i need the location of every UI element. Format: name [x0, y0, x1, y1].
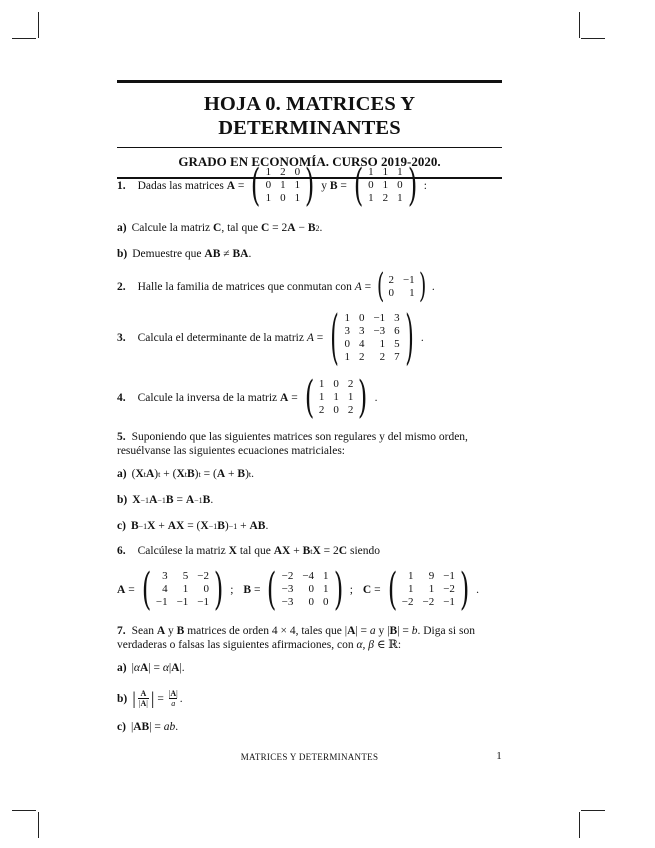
matrix-cell: 0	[333, 378, 339, 390]
matrix-cell: 0	[344, 338, 350, 350]
exercise-7c: c) | AB | = ab .	[117, 721, 179, 733]
exercise-7: 7. Sean A y B matrices de orden 4 × 4, tales que |A| = a y |B| = b. Diga si son verdaderas o falsas las siguientes afirmaciones, con α, β ∈ ℝ:	[117, 625, 475, 651]
matrix-C: ( 1 9 −1 1 1 −2 −2 −2 −1 )	[387, 563, 470, 615]
exercise-3: 3. Calcula el determinante de la matriz A = ( 1 0 −1 3 3 3 −3 6 0 4 1 5 1 2 2 7 ) .	[117, 303, 424, 373]
exercise-5b: b) X −1 A −1 B = A −1 B .	[117, 494, 214, 506]
exercise-6: 6. Calcúlese la matriz X tal que AX + B t X = 2 C siendo	[117, 545, 380, 557]
exercise-text: matrices de orden 4 × 4, tales que	[187, 625, 342, 637]
matrix-cell: 6	[394, 325, 400, 337]
matrix-cell: 2	[347, 404, 354, 416]
exercise-5	[117, 430, 517, 458]
item-label: c)	[117, 721, 126, 733]
exercise-text: Halle la familia de matrices que conmutan con	[137, 280, 352, 293]
exercise-number: 1.	[117, 179, 126, 192]
exercise-text: Sean	[131, 625, 154, 637]
matrix-cell: −2	[422, 596, 435, 608]
matrix-cell: −3	[281, 583, 294, 595]
matrix-cell: 1	[323, 570, 329, 582]
page-number: 1	[496, 750, 502, 762]
exercise-text: Calcule la inversa de la matriz	[137, 391, 278, 404]
math: A	[226, 179, 236, 192]
crop-mark	[581, 38, 605, 39]
matrix-cell: 1	[280, 179, 286, 191]
item-text: , tal que	[221, 222, 259, 234]
matrix-cell: 4	[358, 338, 365, 350]
matrix-cell: 1	[428, 583, 435, 595]
exercise-text: Calcúlese la matriz	[137, 545, 226, 557]
rule	[117, 147, 502, 148]
matrix-cell: 1	[408, 583, 414, 595]
exercise-text: Dadas las matrices	[137, 179, 224, 192]
exercise-2: 2. Halle la familia de matrices que conmutan con A = ( 2 −1 0 1 ) .	[117, 266, 435, 306]
footer-title: MATRICES Y DETERMINANTES	[240, 752, 379, 762]
item-label: b)	[117, 248, 128, 260]
matrix-cell: 1	[294, 179, 301, 191]
matrix-cell: 5	[182, 570, 189, 582]
exercise-5c: c) B −1 X + AX = ( X −1 B ) −1 + AB .	[117, 520, 269, 532]
exercise-4: 4. Calcule la inversa de la matriz A = ( 1 0 2 1 1 1 2 0 2 ) .	[117, 371, 378, 423]
matrix-cell: 2	[388, 273, 394, 286]
matrix-cell: −1	[443, 596, 455, 608]
exercise-number: 2.	[117, 280, 126, 293]
matrix-cell: 1	[265, 192, 272, 204]
crop-mark	[579, 12, 580, 38]
matrix-cell: 1	[344, 351, 350, 363]
item-label: b)	[117, 494, 128, 506]
item-text: Demuestre que	[132, 248, 202, 260]
matrix-A: ( 2 −1 0 1 )	[377, 266, 426, 306]
page-title: HOJA 0. MATRICES Y DETERMINANTES	[203, 93, 416, 139]
exercise-text: . Diga si son verdaderas o falsas las siguientes afirmaciones, con	[117, 625, 475, 651]
matrix-cell: −4	[302, 570, 315, 582]
matrix-cell: −2	[197, 570, 210, 582]
matrix-cell: 3	[358, 325, 365, 337]
matrix-cell: 1	[368, 166, 374, 178]
matrix-cell: −1	[402, 273, 415, 286]
matrix-cell: 1	[397, 166, 403, 178]
matrix-cell: 0	[388, 286, 394, 299]
matrix-cell: 2	[318, 404, 325, 416]
rule	[117, 80, 502, 83]
matrix-cell: 1	[368, 192, 374, 204]
matrix-cell: 3	[162, 570, 168, 582]
page-subtitle: GRADO EN ECONOMÍA. CURSO 2019-2020.	[178, 154, 441, 169]
crop-mark	[12, 810, 36, 811]
exercise-number: 3.	[117, 332, 126, 344]
matrix-cell: 1	[408, 570, 414, 582]
exercise-5a: a) ( X t A ) t + ( X t B ) t = ( A + B ) t .	[117, 468, 255, 480]
matrix-cell: 1	[182, 583, 189, 595]
matrix-cell: 0	[280, 192, 286, 204]
matrix-cell: −3	[373, 325, 386, 337]
matrix-cell: 1	[333, 391, 339, 403]
matrix-cell: 9	[428, 570, 435, 582]
matrix-cell: 0	[265, 179, 272, 191]
exercise-number: 5.	[117, 431, 126, 443]
item-label: a)	[117, 222, 127, 234]
exercise-number: 6.	[117, 545, 126, 557]
matrix-cell: 1	[344, 312, 350, 324]
exercise-text: y	[168, 625, 174, 637]
item-label: a)	[117, 468, 127, 480]
matrix-A: ( 1 2 0 0 1 1 1 0 1 )	[251, 159, 315, 211]
matrix-cell: 2	[358, 351, 365, 363]
matrix-cell: 0	[358, 312, 365, 324]
exercise-6-matrices: A = ( 3 5 −2 4 1 0 −1 −1 −1 ) ; B = ( −2 −4 1 −3 0 1 −3 0 0 ) ; C = ( 1 9 −1 1 1 −2 −2 −2 −1 ) .	[117, 563, 479, 615]
exercise-number: 4.	[117, 391, 126, 404]
matrix-B: ( 1 1 1 0 1 0 1 2 1 )	[353, 159, 417, 211]
matrix-cell: 1	[379, 338, 386, 350]
matrix-cell: 3	[344, 325, 350, 337]
matrix-cell: −3	[281, 596, 294, 608]
crop-mark	[38, 12, 39, 38]
matrix-cell: −1	[197, 596, 210, 608]
matrix-cell: 5	[394, 338, 400, 350]
matrix-cell: 0	[397, 179, 403, 191]
matrix-cell: 1	[409, 286, 415, 299]
exercise-7a: a) | α A | = α | A |.	[117, 662, 185, 674]
crop-mark	[581, 810, 605, 811]
matrix-cell: −1	[443, 570, 455, 582]
item-text: Calcule la matriz	[131, 222, 211, 234]
matrix-cell: 0	[308, 596, 315, 608]
matrix-cell: 2	[280, 166, 286, 178]
matrix-cell: 3	[394, 312, 400, 324]
matrix-B: ( −2 −4 1 −3 0 1 −3 0 0 )	[267, 563, 343, 615]
matrix-cell: −1	[373, 312, 386, 324]
matrix-cell: 1	[397, 192, 403, 204]
matrix-cell: 7	[394, 351, 400, 363]
exercise-1: 1. Dadas las matrices A = ( 1 2 0 0 1 1 1 0 1 ) y B = ( 1 1 1 0 1 0 1 2 1 ) :	[117, 159, 427, 211]
matrix-cell: 4	[162, 583, 168, 595]
exercise-text: Calcula el determinante de la matriz	[137, 332, 304, 344]
matrix-cell: 0	[323, 596, 329, 608]
matrix-cell: 0	[203, 583, 210, 595]
matrix-cell: 1	[318, 378, 325, 390]
item-label: c)	[117, 520, 126, 532]
exercise-text: tal que	[239, 545, 271, 557]
exercise-number: 7.	[117, 625, 126, 637]
crop-mark	[579, 812, 580, 838]
matrix-cell: 0	[333, 404, 339, 416]
matrix-cell: −2	[443, 583, 455, 595]
matrix-cell: 1	[265, 166, 272, 178]
exercise-7b: b) | A |A| | = |A| a .	[117, 688, 183, 708]
matrix-A: ( 1 0 2 1 1 1 2 0 2 )	[304, 371, 368, 423]
exercise-text: Suponiendo que las siguientes matrices son regulares y del mismo orden, resuélvanse las siguientes ecuaciones matriciales:	[117, 431, 468, 457]
matrix-cell: 1	[347, 391, 354, 403]
exercise-1b: b) Demuestre que AB ≠ BA .	[117, 248, 252, 260]
matrix-A: ( 3 5 −2 4 1 0 −1 −1 −1 )	[141, 563, 224, 615]
matrix-cell: 0	[294, 166, 301, 178]
matrix-cell: 2	[382, 192, 389, 204]
matrix-cell: 1	[323, 583, 329, 595]
matrix-cell: −1	[155, 596, 168, 608]
matrix-cell: 2	[347, 378, 354, 390]
matrix-cell: 0	[368, 179, 374, 191]
exercise-1a: a) Calcule la matriz C , tal que C = 2 A − B 2 .	[117, 222, 323, 234]
item-label: a)	[117, 662, 127, 674]
matrix-cell: 1	[382, 166, 389, 178]
matrix-cell: −1	[176, 596, 189, 608]
matrix-cell: 1	[382, 179, 389, 191]
exercise-text: siendo	[349, 545, 380, 557]
item-label: b)	[117, 692, 128, 705]
crop-mark	[38, 812, 39, 838]
matrix-cell: 0	[308, 583, 315, 595]
matrix-cell: −2	[281, 570, 294, 582]
matrix-cell: −2	[401, 596, 414, 608]
matrix-cell: 1	[318, 391, 325, 403]
matrix-cell: 2	[379, 351, 386, 363]
matrix-A: ( 1 0 −1 3 3 3 −3 6 0 4 1 5 1 2 2 7 )	[330, 303, 414, 373]
crop-mark	[12, 38, 36, 39]
matrix-cell: 1	[294, 192, 301, 204]
